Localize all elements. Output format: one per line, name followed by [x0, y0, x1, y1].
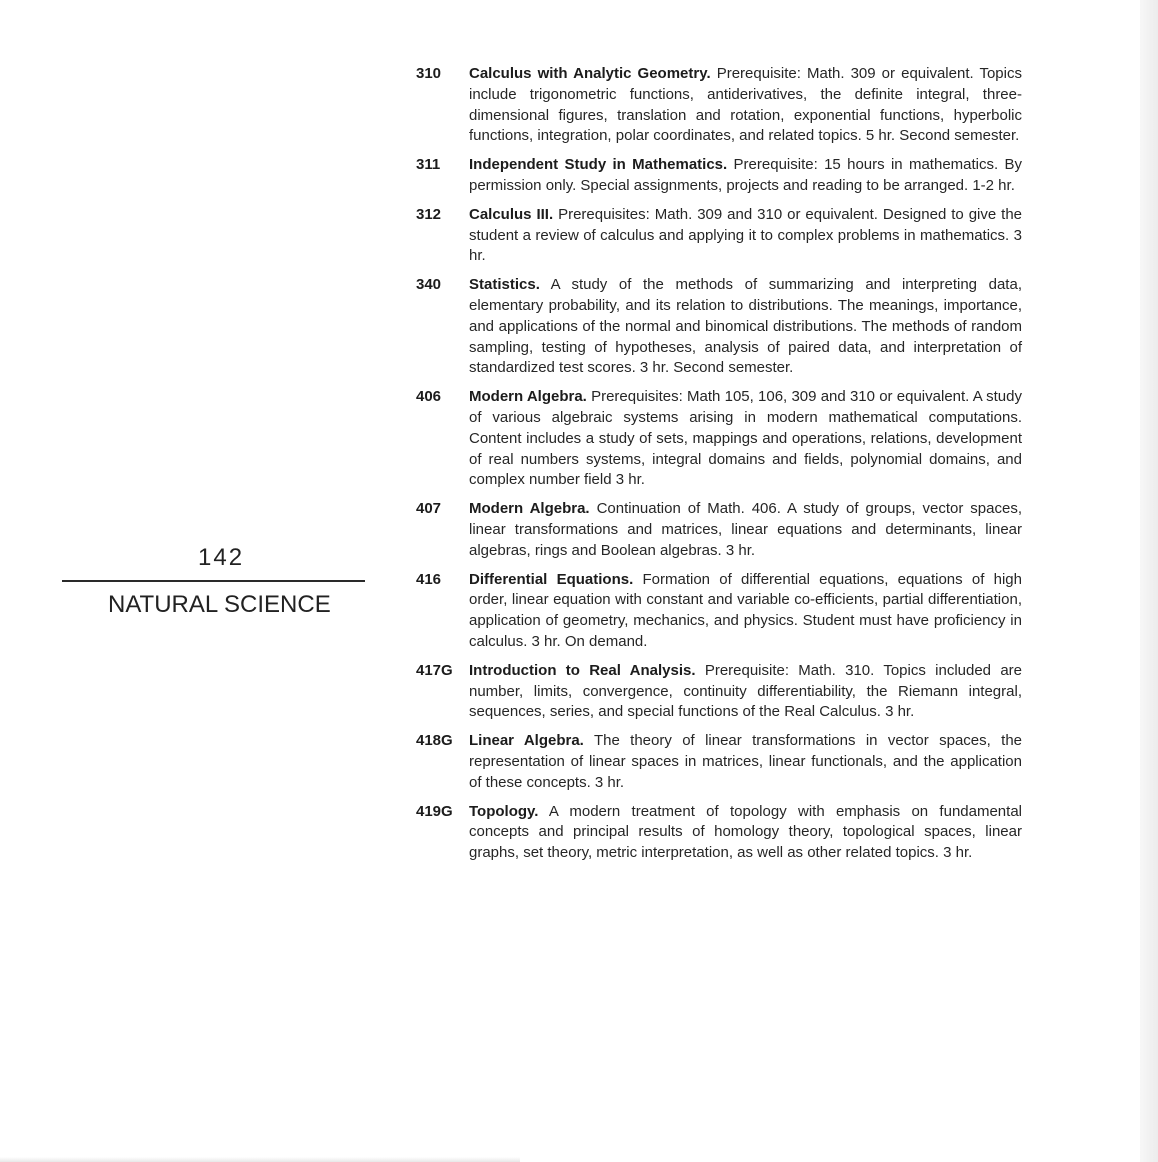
course-description: Prerequisites: Math 105, 106, 309 and 310 or equivalent. A study of various algebraic systems arising in modern mathematical computations. Content includes a study of sets, mappings and operations, relations, development of real numbers systems, integral domains and fields, polynomial domains, and complex number field 3 hr.: [469, 388, 1022, 489]
course-title: Topology.: [469, 802, 539, 820]
page-number: 142: [198, 544, 245, 571]
course-number: 419G: [416, 802, 453, 820]
page-bottom-shadow: [0, 1157, 520, 1162]
course-entry-416: [410, 570, 1022, 653]
course-number: 406: [416, 388, 442, 406]
course-number: 310: [416, 65, 442, 82]
section-divider-rule: [62, 580, 365, 582]
course-number: 416: [416, 570, 442, 588]
course-description: Prerequisite: 15 hours in mathematics. By permission only. Special assignments, projects and reading to be arranged. 1-2 hr.: [469, 156, 1023, 194]
course-description: Prerequisites: Math. 309 and 310 or equivalent. Designed to give the student a review of calculus and applying it to complex problems in mathematics. 3 hr.: [469, 205, 1023, 265]
course-description: Formation of differential equations, equations of high order, linear equation with constant and variable co-efficients, partial differentiation, application of geometry, mechanics, and physics. Student must have proficiency in calculus. 3 hr. On demand.: [469, 570, 1022, 650]
section-title: NATURAL SCIENCE: [108, 591, 331, 618]
course-title: Modern Algebra.: [469, 388, 587, 406]
course-entry-418g: [410, 731, 1022, 793]
course-entry-311: [410, 155, 1022, 197]
course-description: Prerequisite: Math. 309 or equivalent. Topics include trigonometric functions, antiderivatives, the definite integral, three-dimensional figures, translation and rotation, exponential functions, hyperbolic functions, integration, polar coordinates, and related topics. 5 hr. Second semester.: [469, 65, 1022, 145]
course-title: Modern Algebra.: [469, 500, 590, 518]
course-number: 407: [416, 500, 442, 518]
course-number: 312: [416, 205, 442, 223]
course-description: The theory of linear transformations in vector spaces, the representation of linear spaces in matrices, linear functionals, and the application of these concepts. 3 hr.: [469, 732, 1023, 791]
course-number: 340: [416, 276, 442, 294]
course-entry-407: [410, 499, 1022, 561]
course-entry-419g: [410, 802, 1022, 864]
course-description: A study of the methods of summarizing and interpreting data, elementary probability, and its relation to distributions. The meanings, importance, and applications of the normal and binomical distributions. The methods of random sampling, testing of hypotheses, analysis of paired data, and interpretation of standardized test scores. 3 hr. Second semester.: [469, 276, 1022, 377]
course-title: Introduction to Real Analysis.: [469, 661, 696, 679]
course-description: Prerequisite: Math. 310. Topics included are number, limits, convergence, continuity differentiability, the Riemann integral, sequences, series, and special functions of the Real Calculus. 3 hr.: [469, 661, 1022, 721]
course-entry-310: [410, 64, 1022, 147]
course-title: Calculus with Analytic Geometry.: [469, 65, 711, 82]
course-title: Statistics.: [469, 276, 540, 294]
course-number: 311: [416, 156, 441, 174]
course-entry-417g: [410, 661, 1022, 723]
page-edge-shadow: [1140, 0, 1158, 1162]
course-number: 417G: [416, 661, 453, 679]
course-description: Continuation of Math. 406. A study of groups, vector spaces, linear transformations and matrices, linear equations and determinants, linear algebras, rings and Boolean algebras. 3 hr.: [469, 500, 1022, 559]
course-entry-406: [410, 387, 1022, 491]
course-description: A modern treatment of topology with emphasis on fundamental concepts and principal results of homology theory, topological spaces, linear graphs, set theory, metric interpretation, as well as other related topics. 3 hr.: [469, 802, 1022, 862]
course-entry-340: [410, 275, 1022, 379]
course-title: Calculus III.: [469, 205, 554, 223]
course-title: Differential Equations.: [469, 570, 634, 588]
course-number: 418G: [416, 732, 453, 750]
course-list: [410, 64, 1022, 872]
course-title: Independent Study in Mathematics.: [469, 156, 728, 174]
course-title: Linear Algebra.: [469, 732, 584, 750]
course-entry-312: [410, 205, 1022, 267]
